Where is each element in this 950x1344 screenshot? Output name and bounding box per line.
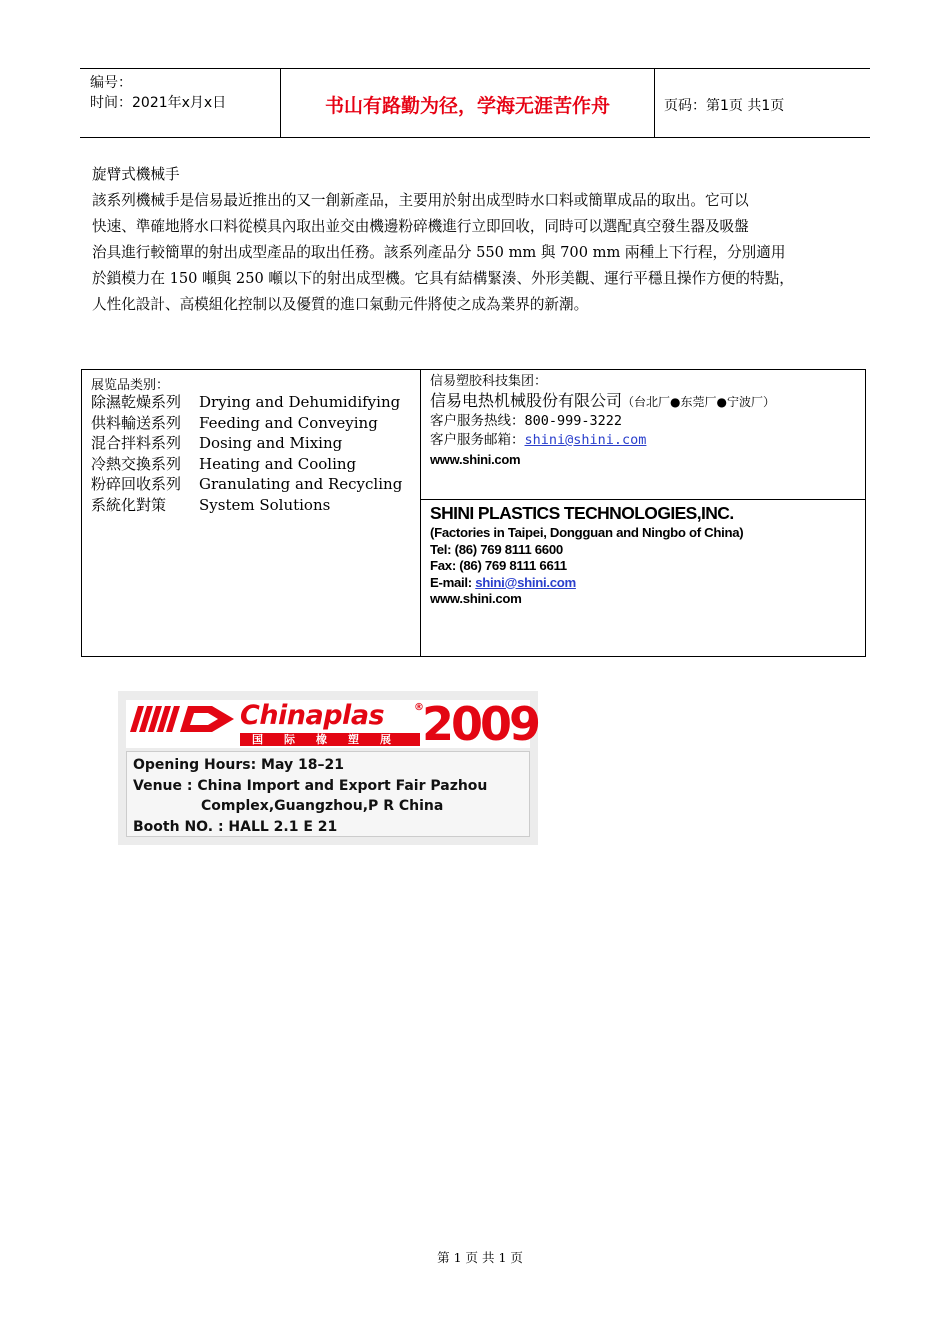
header-divider bbox=[654, 69, 655, 137]
info-table bbox=[81, 369, 866, 657]
intro-line: 治具進行較簡單的射出成型產品的取出任務。該系列產品分 550 mm 與 700 mm 兩種上下行程，分別適用 bbox=[92, 244, 786, 261]
category-en: Feeding and Conveying bbox=[199, 413, 378, 432]
document-header bbox=[80, 68, 870, 138]
company-en-info bbox=[430, 501, 743, 608]
category-zh: 粉碎回收系列 bbox=[91, 475, 182, 494]
banner-logo-area bbox=[126, 697, 539, 751]
category-en: Granulating and Recycling bbox=[199, 475, 403, 494]
chinaplas-banner bbox=[118, 691, 538, 845]
category-zh: 系統化對策 bbox=[91, 495, 167, 514]
venue-line: Venue : China Import and Export Fair Pazhou bbox=[133, 777, 488, 794]
chinaplas-logo-icon bbox=[130, 706, 238, 732]
email-link[interactable]: shini@shini.com bbox=[524, 432, 647, 448]
time-label: 时间：2021年x月x日 bbox=[90, 95, 227, 111]
category-zh: 除濕乾燥系列 bbox=[91, 393, 182, 411]
header-page-info: 页码：第1页 共1页 bbox=[664, 98, 785, 114]
categories-list bbox=[91, 392, 402, 516]
venue-line: Complex,Guangzhou,P R China bbox=[201, 798, 444, 814]
booth-number: Booth NO. : HALL 2.1 E 21 bbox=[133, 818, 338, 835]
company-name-en: SHINI PLASTICS TECHNOLOGIES,INC. bbox=[430, 503, 734, 523]
banner-year: 2009 bbox=[422, 697, 539, 751]
category-en: Heating and Cooling bbox=[199, 454, 357, 473]
number-label: 编号： bbox=[90, 75, 132, 91]
category-zh: 冷熱交換系列 bbox=[91, 454, 182, 473]
category-item bbox=[91, 495, 402, 516]
category-item bbox=[91, 433, 402, 454]
category-zh: 供料輸送系列 bbox=[91, 413, 182, 432]
category-en: Dosing and Mixing bbox=[199, 434, 343, 453]
hotline: 客户服务热线：800-999-3222 bbox=[430, 413, 623, 429]
email-label: E-mail: bbox=[430, 574, 476, 590]
category-en: Drying and Dehumidifying bbox=[199, 393, 401, 411]
company-name-cn bbox=[430, 391, 775, 412]
intro-section bbox=[92, 162, 872, 318]
intro-line: 於鎖模力在 150 噸與 250 噸以下的射出成型機。它具有結構緊湊、外形美觀、運行平穩且操作方便的特點， bbox=[92, 270, 794, 287]
table-divider bbox=[420, 370, 421, 656]
intro-line: 該系列機械手是信易最近推出的又一創新產品，主要用於射出成型時水口料或簡單成品的取出。它可以 bbox=[92, 192, 749, 209]
email-row bbox=[430, 575, 743, 592]
company-factories-en: (Factories in Taipei, Dongguan and Ningbo of China) bbox=[430, 525, 744, 540]
category-item bbox=[91, 392, 402, 413]
category-item bbox=[91, 474, 402, 495]
group-name: 信易塑胶科技集团： bbox=[430, 374, 548, 389]
email-link[interactable]: shini@shini.com bbox=[475, 574, 576, 590]
intro-line: 人性化設計、高模組化控制以及優質的進口氣動元件將使之成為業界的新潮。 bbox=[92, 296, 589, 313]
category-item bbox=[91, 454, 402, 475]
company-fax: Fax: (86) 769 8111 6611 bbox=[430, 558, 567, 574]
company-cn-info bbox=[430, 372, 775, 469]
banner-brand: Chinaplas bbox=[240, 700, 385, 731]
category-item bbox=[91, 413, 402, 434]
category-zh: 混合拌料系列 bbox=[91, 434, 182, 453]
email-row bbox=[430, 431, 775, 450]
website-link[interactable]: www.shini.com bbox=[430, 452, 521, 467]
intro-title: 旋臂式機械手 bbox=[92, 166, 180, 183]
page-footer: 第 1 页 共 1 页 bbox=[437, 1250, 523, 1265]
category-en: System Solutions bbox=[199, 495, 331, 514]
company-factories: （台北厂●东莞厂●宁波厂） bbox=[622, 395, 775, 409]
website-link[interactable]: www.shini.com bbox=[430, 591, 522, 607]
table-divider bbox=[421, 499, 865, 500]
email-label: 客户服务邮箱： bbox=[430, 432, 525, 448]
header-motto: 书山有路勤为径，学海无涯苦作舟 bbox=[324, 95, 610, 117]
categories-title: 展览品类别： bbox=[91, 378, 170, 393]
company-name: 信易电热机械股份有限公司 bbox=[430, 391, 623, 410]
banner-info bbox=[133, 755, 487, 837]
banner-info-area bbox=[126, 751, 530, 837]
company-tel: Tel: (86) 769 8111 6600 bbox=[430, 541, 563, 557]
header-meta bbox=[90, 73, 226, 113]
intro-line: 快速、準確地將水口料從模具內取出並交由機邊粉碎機進行立即回收，同時可以選配真空發生器及吸盤 bbox=[92, 218, 749, 235]
opening-hours: Opening Hours: May 18–21 bbox=[133, 757, 344, 773]
banner-cn-name: 国际橡塑展 bbox=[240, 733, 420, 746]
banner-reg-mark: ® bbox=[414, 702, 424, 713]
